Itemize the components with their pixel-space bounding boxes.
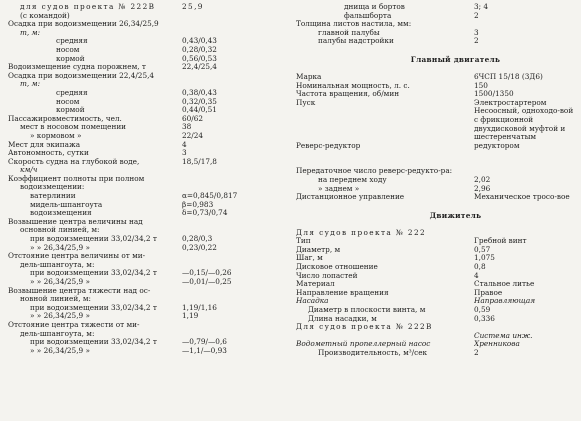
spec-value: 22/24 [182,131,204,140]
spec-label: для судов проекта № 222В [20,3,156,11]
spacer [296,150,575,167]
spec-value: Правое [474,288,503,297]
spec-row [8,72,286,81]
spec-label: Номинальная мощность, л. с. [296,81,410,90]
spec-row [8,287,286,296]
spec-label: Водометный пропеллерный насос [296,340,431,349]
spec-label: палубы надстройки [318,37,394,46]
spec-row [8,63,286,72]
spec-label: кормой [56,54,85,63]
spec-value: 4 [474,271,479,280]
spec-value: 0,8 [474,263,486,272]
spec-row [8,252,286,261]
spec-row [8,12,286,21]
spec-row [296,254,575,263]
spec-row [296,20,575,29]
spec-value: —0,01/—0,25 [182,278,232,286]
spec-value: —0,79/—0,6 [182,338,227,347]
spec-value: Система инж. Хренникова [474,331,533,349]
spec-value: 0,28/0,3 [182,235,213,244]
spec-value: 0,32/0,35 [182,97,217,106]
spec-row [8,244,286,253]
spec-label: т, м: [20,80,41,89]
spec-row [8,192,286,201]
spec-value: Несоосный, одноходо-вой с фрикционной двухдисковой муфтой и шестеренчатым редуктором [474,107,574,150]
spec-label: ватерлинии [30,192,76,201]
spec-label: средняя [56,88,88,97]
spec-label: Длина насадки, м [308,314,377,323]
spec-value: 3; 4 [474,3,489,11]
spec-row [8,141,286,150]
spec-label: Реверс-редуктор [296,141,361,150]
spec-row [8,55,286,64]
spec-value: 1,19/1,16 [182,303,217,312]
spec-row [296,229,575,238]
spec-value: 1500/1350 [474,90,514,99]
spec-row [8,175,286,184]
spec-label: Осадка при водоизмещении 22,4/25,4 [8,71,155,80]
spacer [296,220,575,229]
spec-label: фальшборта [344,11,392,20]
spec-label: при водоизмещении 33,02/34,2 т [30,303,157,312]
spec-value: 3 [182,149,187,158]
spec-row [296,297,575,306]
spec-row [296,107,575,150]
spec-value: 0,38/0,43 [182,88,217,97]
spec-label: Осадка при водоизмещении 26,34/25,9 [8,20,159,29]
spec-label: носом [56,45,80,54]
spacer [296,46,575,55]
spec-label: дель-шпангоута, м: [20,329,95,338]
spec-label: Частота вращения, об/мин [296,90,400,99]
spec-label: на переднем ходу [318,175,387,184]
spec-label: Водоизмещение судна порожнем, т [8,63,146,72]
spec-value: 1,075 [474,254,495,263]
spec-value: 18,5/17,8 [182,157,217,166]
spec-label: Мест для экипажа [8,140,81,149]
spec-label: » кормовом » [30,131,82,140]
spec-label: Производительность, м³/сек [318,349,428,357]
spec-row [8,149,286,158]
spec-row [8,235,286,244]
spec-value: 60/62 [182,114,204,123]
spec-label: Дистанционное управление [296,193,405,202]
spec-label: новной линией, м: [20,295,91,304]
spec-row [8,201,286,210]
spec-row [296,167,575,176]
spec-row [8,37,286,46]
spec-row [8,226,286,235]
spacer [296,64,575,73]
spec-label: Толщина листов настила, мм: [296,20,412,29]
spec-label: Дисковое отношение [296,263,378,272]
spec-row [296,90,575,99]
spec-row [296,323,575,332]
spec-label: Шаг, м [296,254,323,263]
spec-label: Марка [296,72,322,81]
spec-row [296,29,575,38]
spec-label: » заднем » [318,184,360,193]
spec-row [296,185,575,194]
spec-row [8,338,286,347]
spec-label: » » 26,34/25,9 » [30,278,90,286]
spec-value: —1,1/—0,93 [182,346,227,355]
spec-row [8,132,286,141]
spec-label: при водоизмещении 33,02/34,2 т [30,269,157,278]
spec-row [8,261,286,270]
spec-row [8,3,286,12]
spec-row [8,304,286,313]
spec-label: кормой [56,106,85,115]
spec-value: 0,56/0,53 [182,54,217,63]
spec-label: Диаметр в плоскости винта, м [308,306,426,315]
spec-value: α=0,845/0,817 [182,192,238,201]
spec-label: » » 26,34/25,9 » [30,346,90,355]
spec-value: 0,23/0,22 [182,243,217,252]
spec-value: 2,02 [474,175,491,184]
spec-value: Гребной винт [474,237,527,246]
spec-value: 2 [474,349,479,357]
spec-row [296,176,575,185]
spec-row [296,82,575,91]
spec-row [8,115,286,124]
spec-value: 2 [474,11,479,20]
spec-label: Возвышение центра величины над [8,217,143,226]
spec-label: средняя [56,37,88,46]
spec-row [296,73,575,82]
spec-row [8,347,286,356]
spec-label: Возвышение центра тяжести над ос- [8,286,151,295]
spec-value: 22,4/25,4 [182,63,217,72]
spec-label: главной палубы [318,28,380,37]
spec-label: основной линией, м: [20,226,100,235]
spec-row [8,98,286,107]
left-column [8,3,286,421]
spec-row [8,218,286,227]
spec-row [8,106,286,115]
spec-label: Направление вращения [296,288,389,297]
spec-value: 25,9 [182,3,204,11]
right-column [296,3,575,421]
spec-label: Насадка [296,297,329,306]
spec-row [8,29,286,38]
spec-value: 2 [474,37,479,46]
spec-row [8,330,286,339]
spec-label: при водоизмещении 33,02/34,2 т [30,235,157,244]
spec-row [296,315,575,324]
spec-row [296,332,575,349]
spec-row [296,272,575,281]
spec-value: 150 [474,81,488,90]
spec-row [296,3,575,12]
spec-value: 1,19 [182,312,199,321]
spec-row [8,80,286,89]
spec-label: Отстояние центра тяжести от ми- [8,320,140,329]
spec-row [8,123,286,132]
spec-label: Для судов проекта № 222 [296,228,427,237]
section-heading: Главный двигатель [410,54,501,64]
spec-row [8,321,286,330]
spec-row [296,306,575,315]
spec-label: водоизмещении: [20,183,85,192]
spec-label: мидель-шпангоута [30,200,103,209]
spec-value: Стальное литье [474,280,535,289]
spec-value: 0,336 [474,314,495,323]
spec-row [296,263,575,272]
spec-value: β=0,983 [182,200,214,209]
spec-label: Скорость судна на глубокой воде, [8,157,140,166]
spec-value: 0,28/0,32 [182,45,217,54]
spec-row [8,166,286,175]
spec-label: Отстояние центра величины от ми- [8,252,146,261]
spec-label: Коэффициент полноты при полном [8,174,145,183]
spec-label: Для судов проекта № 222В [296,323,433,332]
spec-value: 3 [474,28,479,37]
spec-row [8,278,286,287]
spec-label: Диаметр, м [296,245,341,254]
spec-value: 0,57 [474,245,491,254]
spacer [296,202,575,211]
spec-row [8,312,286,321]
spec-row [8,158,286,167]
spec-row [296,99,575,108]
spec-label: днища и бортов [344,3,405,11]
spec-label: Материал [296,280,335,289]
spec-row [8,20,286,29]
spec-row [8,46,286,55]
spec-label: » » 26,34/25,9 » [30,243,90,252]
spec-label: водоизмещения [30,209,92,218]
spec-row [296,237,575,246]
spec-row [296,289,575,298]
spec-row [8,89,286,98]
section-heading: Движитель [429,210,482,220]
spec-value: 2,96 [474,184,491,193]
spec-label: » » 26,34/25,9 » [30,312,90,321]
spec-label: Тип [296,237,311,246]
spec-row [296,12,575,21]
spec-row [8,183,286,192]
spec-row [296,193,575,202]
spec-row [8,295,286,304]
spec-row [8,209,286,218]
spec-row [296,280,575,289]
spec-label: Автономность, сутки [8,149,89,158]
spec-label: Передаточное число реверс-редукто-ра: [296,167,453,176]
spec-value: 6ЧСП 15/18 (3Д6) [474,72,543,81]
spec-row [296,37,575,46]
spec-label: т, м: [20,28,41,37]
spec-label: км/ч [20,166,38,175]
spec-value: Электростартером [474,98,547,107]
spec-value: —0,15/—0,26 [182,269,232,278]
spec-value: 0,44/0,51 [182,106,217,115]
spec-label: дель-шпангоута, м: [20,260,95,269]
spec-label: Пуск [296,98,316,107]
spec-value: 0,43/0,43 [182,37,217,46]
spec-row [296,349,575,358]
spec-label: Пассажировместимость, чел. [8,114,122,123]
spec-label: при водоизмещении 33,02/34,2 т [30,338,157,347]
spec-value: δ=0,73/0,74 [182,209,228,218]
spec-row [296,246,575,255]
spec-label: (с командой) [20,11,70,20]
spec-row [8,269,286,278]
spec-label: Число лопастей [296,271,358,280]
spec-value: Направляющая [474,297,536,306]
spec-label: носом [56,97,80,106]
spec-value: 4 [182,140,187,149]
spec-value: Механическое тросо-вое [474,193,570,202]
spec-value: 38 [182,123,192,132]
spec-label: мест в носовом помещении [20,123,127,132]
spec-value: 0,59 [474,306,491,315]
